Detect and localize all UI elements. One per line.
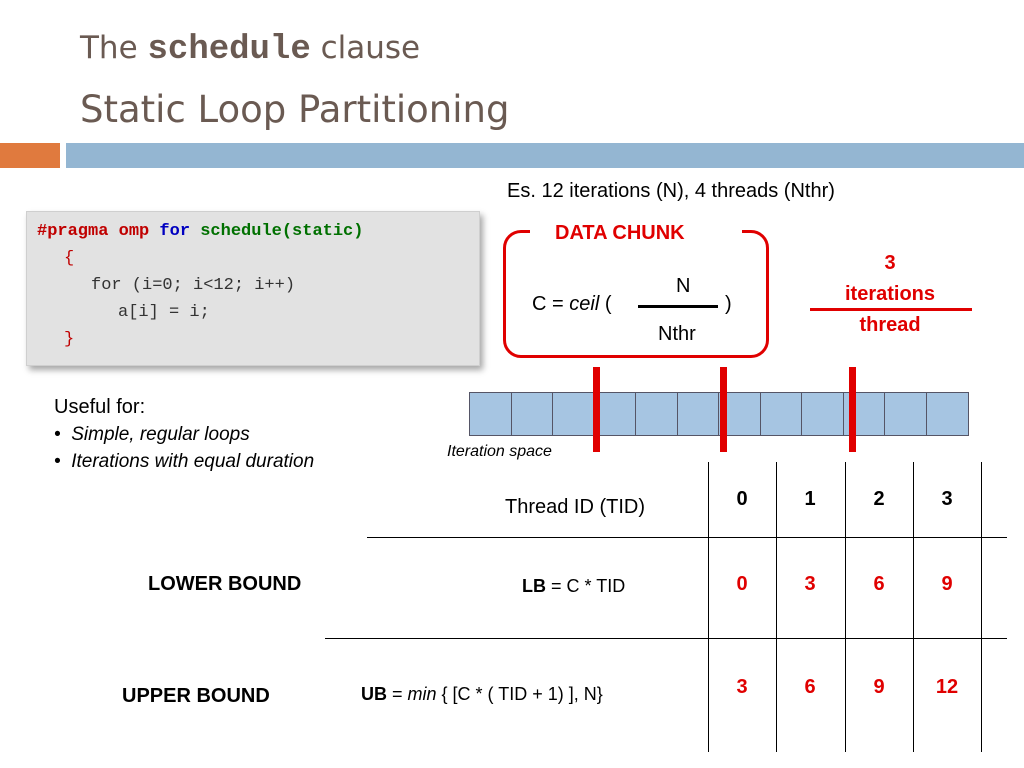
fraction-line: [638, 305, 718, 308]
iter-unit: iterations: [844, 283, 936, 305]
table-row-divider: [325, 638, 1007, 639]
code-open-brace: {: [64, 249, 75, 268]
code-pragma: #pragma omp: [37, 222, 150, 241]
ub-formula-min: min: [407, 684, 437, 704]
code-line-pragma: [37, 222, 363, 241]
iteration-cell: [636, 393, 678, 435]
ub-value: 3: [736, 676, 748, 698]
ub-formula-name: UB: [361, 684, 387, 704]
table-divider: [981, 462, 982, 752]
lb-formula-rest: = C * TID: [546, 576, 626, 596]
ub-value: 9: [873, 676, 885, 698]
table-row-divider: [367, 537, 1007, 538]
formula-open: (: [599, 293, 612, 315]
list-item-text: Iterations with equal duration: [71, 451, 315, 472]
ub-formula-rest: { [C * ( TID + 1) ], N}: [436, 684, 603, 704]
list-item-text: Simple, regular loops: [71, 424, 250, 445]
lower-bound-label: LOWER BOUND: [148, 573, 302, 595]
formula-numerator: N: [676, 275, 691, 297]
code-loop: for (i=0; i<12; i++): [91, 276, 296, 295]
iter-per: thread: [859, 314, 921, 336]
iterations-per-thread: [820, 248, 960, 341]
iteration-cell: [595, 393, 637, 435]
partition-marker: [593, 367, 600, 452]
iteration-cell: [761, 393, 803, 435]
ub-value: 6: [804, 676, 816, 698]
list-item: • Simple, regular loops: [54, 424, 250, 445]
formula-lhs: C =: [532, 293, 570, 315]
accent-bar-blue: [66, 143, 1024, 168]
iteration-space-label: Iteration space: [447, 443, 552, 460]
ub-formula-eq: =: [387, 684, 408, 704]
iter-count: 3: [884, 252, 896, 274]
code-body: a[i] = i;: [118, 303, 210, 322]
formula-close: ): [725, 293, 732, 315]
title-suffix: clause: [310, 30, 421, 66]
list-item: • Iterations with equal duration: [54, 451, 315, 472]
title-prefix: The: [80, 30, 148, 66]
lb-value: 0: [736, 573, 748, 595]
upper-bound-label: UPPER BOUND: [122, 685, 270, 707]
slide-title: [80, 30, 420, 69]
tid-value: 1: [804, 488, 816, 510]
code-schedule: schedule(static): [200, 222, 364, 241]
slide-subtitle: Static Loop Partitioning: [80, 88, 510, 131]
code-close-brace: }: [64, 330, 75, 349]
accent-bar-orange: [0, 143, 60, 168]
title-keyword: schedule: [147, 31, 311, 69]
ub-value: 12: [935, 676, 959, 698]
table-divider: [845, 462, 846, 752]
code-box: [26, 211, 480, 366]
formula-denominator: Nthr: [658, 323, 696, 345]
partition-marker: [849, 367, 856, 452]
iteration-cell: [927, 393, 969, 435]
iteration-cell: [802, 393, 844, 435]
ub-formula: [361, 684, 603, 705]
lb-value: 3: [804, 573, 816, 595]
tid-value: 3: [941, 488, 953, 510]
chunk-formula-lhs: [532, 293, 611, 316]
table-divider: [776, 462, 777, 752]
tid-value: 2: [873, 488, 885, 510]
tid-header: Thread ID (TID): [505, 496, 646, 518]
example-text: Es. 12 iterations (N), 4 threads (Nthr): [507, 180, 835, 202]
lb-value: 6: [873, 573, 885, 595]
lb-value: 9: [941, 573, 953, 595]
iterations-fraction-line: [810, 308, 972, 311]
lb-formula-name: LB: [522, 576, 546, 596]
data-chunk-title: DATA CHUNK: [555, 222, 685, 244]
table-divider: [913, 462, 914, 752]
iteration-cell: [553, 393, 595, 435]
iteration-space: [469, 392, 969, 436]
partition-marker: [720, 367, 727, 452]
iteration-cell: [678, 393, 720, 435]
formula-ceil: ceil: [569, 293, 600, 315]
iteration-cell: [512, 393, 554, 435]
iteration-cell: [885, 393, 927, 435]
iteration-cell: [470, 393, 512, 435]
useful-title: Useful for:: [54, 396, 146, 418]
lb-formula: [522, 576, 625, 597]
table-divider: [708, 462, 709, 752]
code-for-keyword: for: [159, 222, 191, 241]
tid-value: 0: [736, 488, 748, 510]
